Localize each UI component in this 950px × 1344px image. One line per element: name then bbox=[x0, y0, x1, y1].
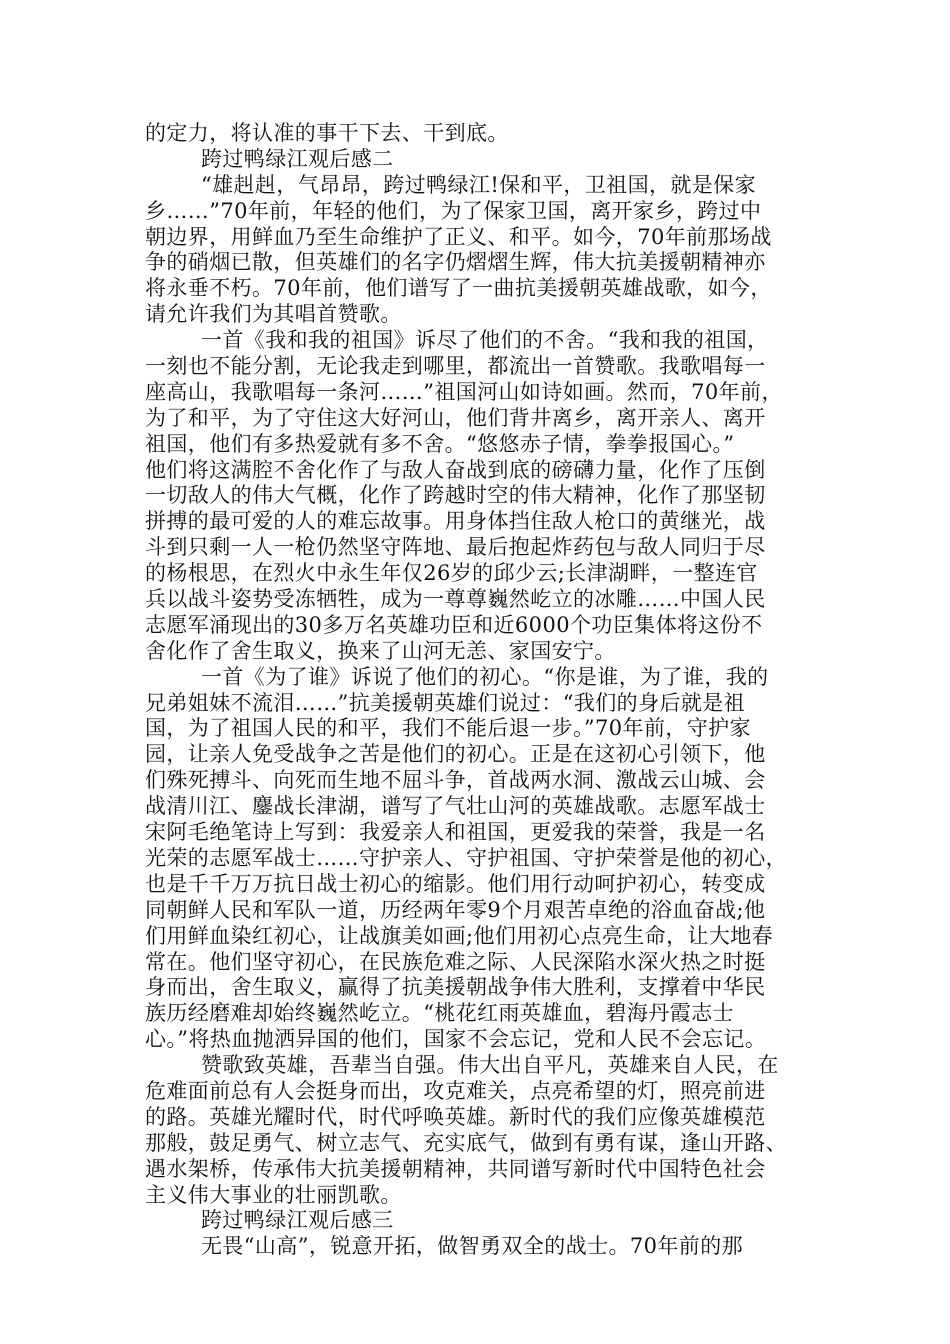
paragraph-start-line: 赞歌致英雄，吾辈当自强。伟大出自平凡，英雄来自人民，在 bbox=[201, 1053, 779, 1078]
text-line: 舍化作了舍生取义，换来了山河无恙、家国安宁。 bbox=[145, 638, 616, 663]
text-line: 遇水架桥，传承伟大抗美援朝精神，共同谱写新时代中国特色社会 bbox=[145, 1156, 766, 1181]
text-line: 为了和平，为了守住这大好河山，他们背井离乡，离开亲人、离开 bbox=[145, 405, 766, 430]
paragraph-start-line: 跨过鸭绿江观后感三 bbox=[201, 1208, 394, 1233]
text-line: 战清川江、鏖战长津湖，谱写了气壮山河的英雄战歌。志愿军战士 bbox=[145, 794, 766, 819]
text-line: 朝边界，用鲜血乃至生命维护了正义、和平。如今，70年前那场战 bbox=[145, 224, 772, 249]
text-line: 将永垂不朽。70年前，他们谱写了一曲抗美援朝英雄战歌，如今， bbox=[145, 276, 772, 301]
text-line: 族历经磨难却始终巍然屹立。“桃花红雨英雄血，碧海丹霞志士 bbox=[145, 1001, 734, 1026]
text-line: 常在。他们坚守初心，在民族危难之际、人民深陷水深火热之时挺 bbox=[145, 949, 766, 974]
paragraph-start-line: 一首《为了谁》诉说了他们的初心。“你是谁，为了谁，我的 bbox=[201, 664, 769, 689]
text-line: 主义伟大事业的壮丽凯歌。 bbox=[145, 1182, 402, 1207]
text-line: 们用鲜血染红初心，让战旗美如画;他们用初心点亮生命，让大地春 bbox=[145, 923, 774, 948]
text-line: 兵以战斗姿势受冻牺牲，成为一尊尊巍然屹立的冰雕……中国人民 bbox=[145, 587, 766, 612]
text-line: 祖国，他们有多热爱就有多不舍。“悠悠赤子情，拳拳报国心。” bbox=[145, 431, 735, 456]
text-line: 请允许我们为其唱首赞歌。 bbox=[145, 302, 402, 327]
text-line: 一刻也不能分割，无论我走到哪里，都流出一首赞歌。我歌唱每一 bbox=[145, 354, 766, 379]
text-line: 也是千千万万抗日战士初心的缩影。他们用行动呵护初心，转变成 bbox=[145, 871, 766, 896]
paragraph-start-line: 无畏“山高”，锐意开拓，做智勇双全的战士。70年前的那 bbox=[201, 1234, 743, 1259]
text-line: 他们将这满腔不舍化作了与敌人奋战到底的磅礴力量，化作了压倒 bbox=[145, 457, 766, 482]
text-line: 那般，鼓足勇气、树立志气、充实底气，做到有勇有谋，逢山开路、 bbox=[145, 1130, 787, 1155]
text-line: 兄弟姐妹不流泪……”抗美援朝英雄们说过：“我们的身后就是祖 bbox=[145, 690, 746, 715]
text-line: 心。”将热血抛洒异国的他们，国家不会忘记，党和人民不会忘记。 bbox=[145, 1027, 767, 1052]
text-line: 乡……”70年前，年轻的他们，为了保家卫国，离开家乡，跨过中 bbox=[145, 198, 762, 223]
text-line: 同朝鲜人民和军队一道，历经两年零9个月艰苦卓绝的浴血奋战;他 bbox=[145, 897, 766, 922]
document-body bbox=[145, 121, 815, 1260]
text-line: 国，为了祖国人民的和平，我们不能后退一步。”70年前，守护家 bbox=[145, 716, 751, 741]
text-line: 的路。英雄光耀时代，时代呼唤英雄。新时代的我们应像英雄模范 bbox=[145, 1104, 766, 1129]
text-line: 宋阿毛绝笔诗上写到：我爱亲人和祖国，更爱我的荣誉，我是一名 bbox=[145, 820, 766, 845]
text-line: 争的硝烟已散，但英雄们的名字仍熠熠生辉，伟大抗美援朝精神亦 bbox=[145, 250, 766, 275]
text-line: 志愿军涌现出的30多万名英雄功臣和近6000个功臣集体将这份不 bbox=[145, 612, 763, 637]
text-line: 的杨根思，在烈火中永生年仅26岁的邱少云;长津湖畔，一整连官 bbox=[145, 561, 758, 586]
text-line: 危难面前总有人会挺身而出，攻克难关，点亮希望的灯，照亮前进 bbox=[145, 1078, 766, 1103]
text-line: 园，让亲人免受战争之苦是他们的初心。正是在这初心引领下，他 bbox=[145, 742, 766, 767]
text-line: 们殊死搏斗、向死而生地不屈斗争，首战两水洞、激战云山城、会 bbox=[145, 768, 766, 793]
text-line: 一切敌人的伟大气概，化作了跨越时空的伟大精神，化作了那坚韧 bbox=[145, 483, 766, 508]
paragraph-start-line: 跨过鸭绿江观后感二 bbox=[201, 146, 394, 171]
text-line: 光荣的志愿军战士……守护亲人、守护祖国、守护荣誉是他的初心， bbox=[145, 845, 787, 870]
paragraph-start-line: “雄赳赳，气昂昂，跨过鸭绿江!保和平，卫祖国，就是保家 bbox=[201, 172, 756, 197]
text-line: 的定力，将认准的事干下去、干到底。 bbox=[145, 121, 509, 145]
text-line: 斗到只剩一人一枪仍然坚守阵地、最后抱起炸药包与敌人同归于尽 bbox=[145, 535, 766, 560]
text-line: 拼搏的最可爱的人的难忘故事。用身体挡住敌人枪口的黄继光，战 bbox=[145, 509, 766, 534]
paragraph-start-line: 一首《我和我的祖国》诉尽了他们的不舍。“我和我的祖国， bbox=[201, 328, 769, 353]
text-line: 座高山，我歌唱每一条河……”祖国河山如诗如画。然而，70年前， bbox=[145, 379, 783, 404]
text-line: 身而出，舍生取义，赢得了抗美援朝战争伟大胜利，支撑着中华民 bbox=[145, 975, 766, 1000]
